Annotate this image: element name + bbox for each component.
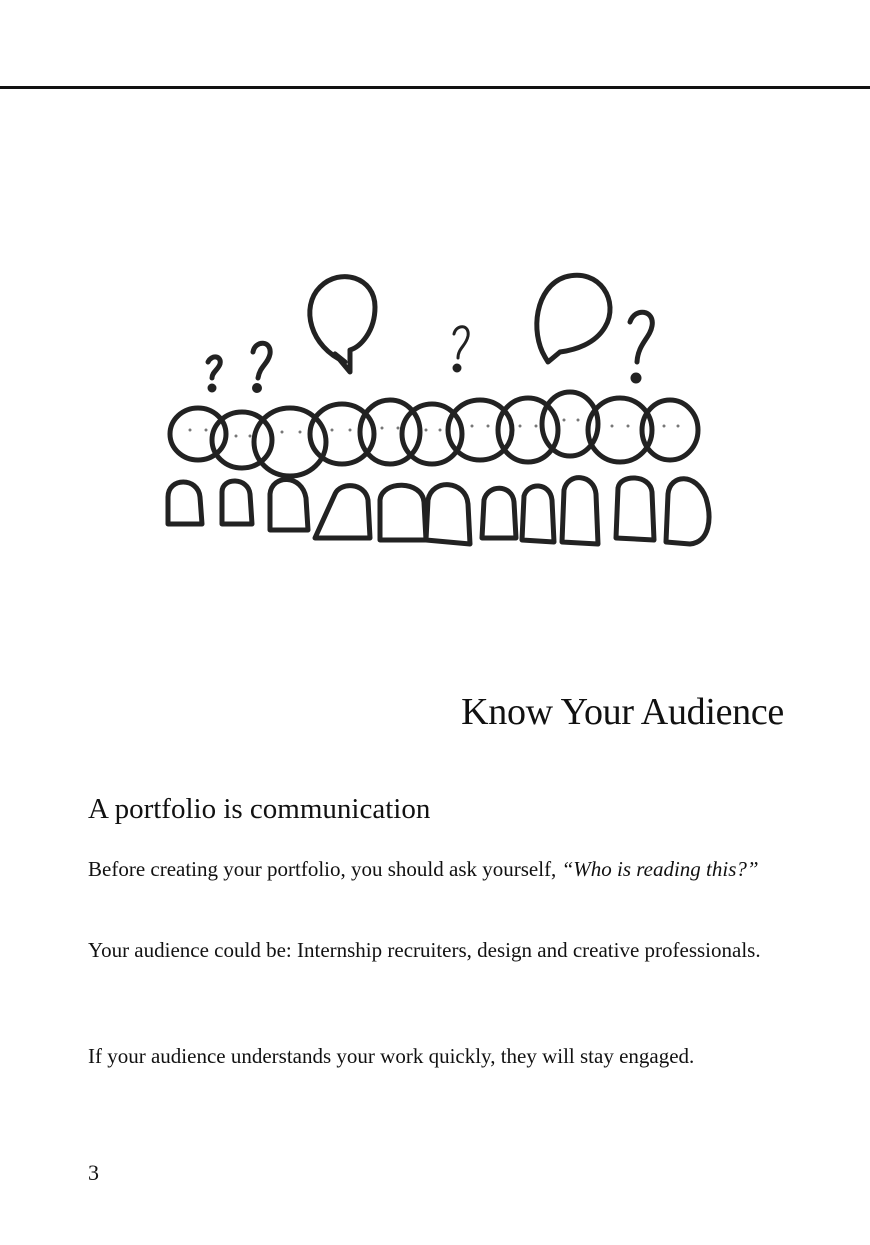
body-icon: [616, 478, 654, 540]
body-icon: [482, 488, 516, 538]
body-icon: [270, 479, 308, 530]
head-icon: [498, 398, 558, 462]
question-mark-icon: [253, 343, 270, 378]
body-icon: [315, 486, 370, 538]
quoted-question: “Who is reading this?”: [561, 857, 759, 881]
audience-sketch-icon: [150, 262, 730, 562]
page-number: 3: [88, 1160, 99, 1185]
question-mark-icon: [208, 357, 220, 378]
body-icon: [666, 479, 709, 544]
paragraph-audience: Your audience could be: Internship recruiters, design and creative professionals.: [88, 938, 761, 962]
body-icon: [522, 486, 554, 542]
body-icon: [380, 485, 426, 540]
paragraph-lead-text: Before creating your portfolio, you should ask yourself,: [88, 857, 562, 881]
page-title: Know Your Audience: [461, 691, 784, 733]
speech-bubble-icon: [537, 275, 610, 362]
audience-illustration: [150, 262, 730, 562]
speech-bubble-icon: [310, 277, 375, 372]
question-mark-icon: [454, 327, 468, 358]
header-rule: [0, 86, 870, 89]
body-icon: [426, 485, 470, 544]
body-icon: [222, 481, 252, 524]
section-heading: A portfolio is communication: [88, 793, 431, 825]
paragraph-question: [88, 856, 788, 883]
question-mark-icon: [630, 312, 652, 362]
body-icon: [168, 482, 202, 524]
body-icon: [562, 478, 598, 544]
paragraph-engagement: If your audience understands your work quickly, they will stay engaged.: [88, 1044, 695, 1068]
